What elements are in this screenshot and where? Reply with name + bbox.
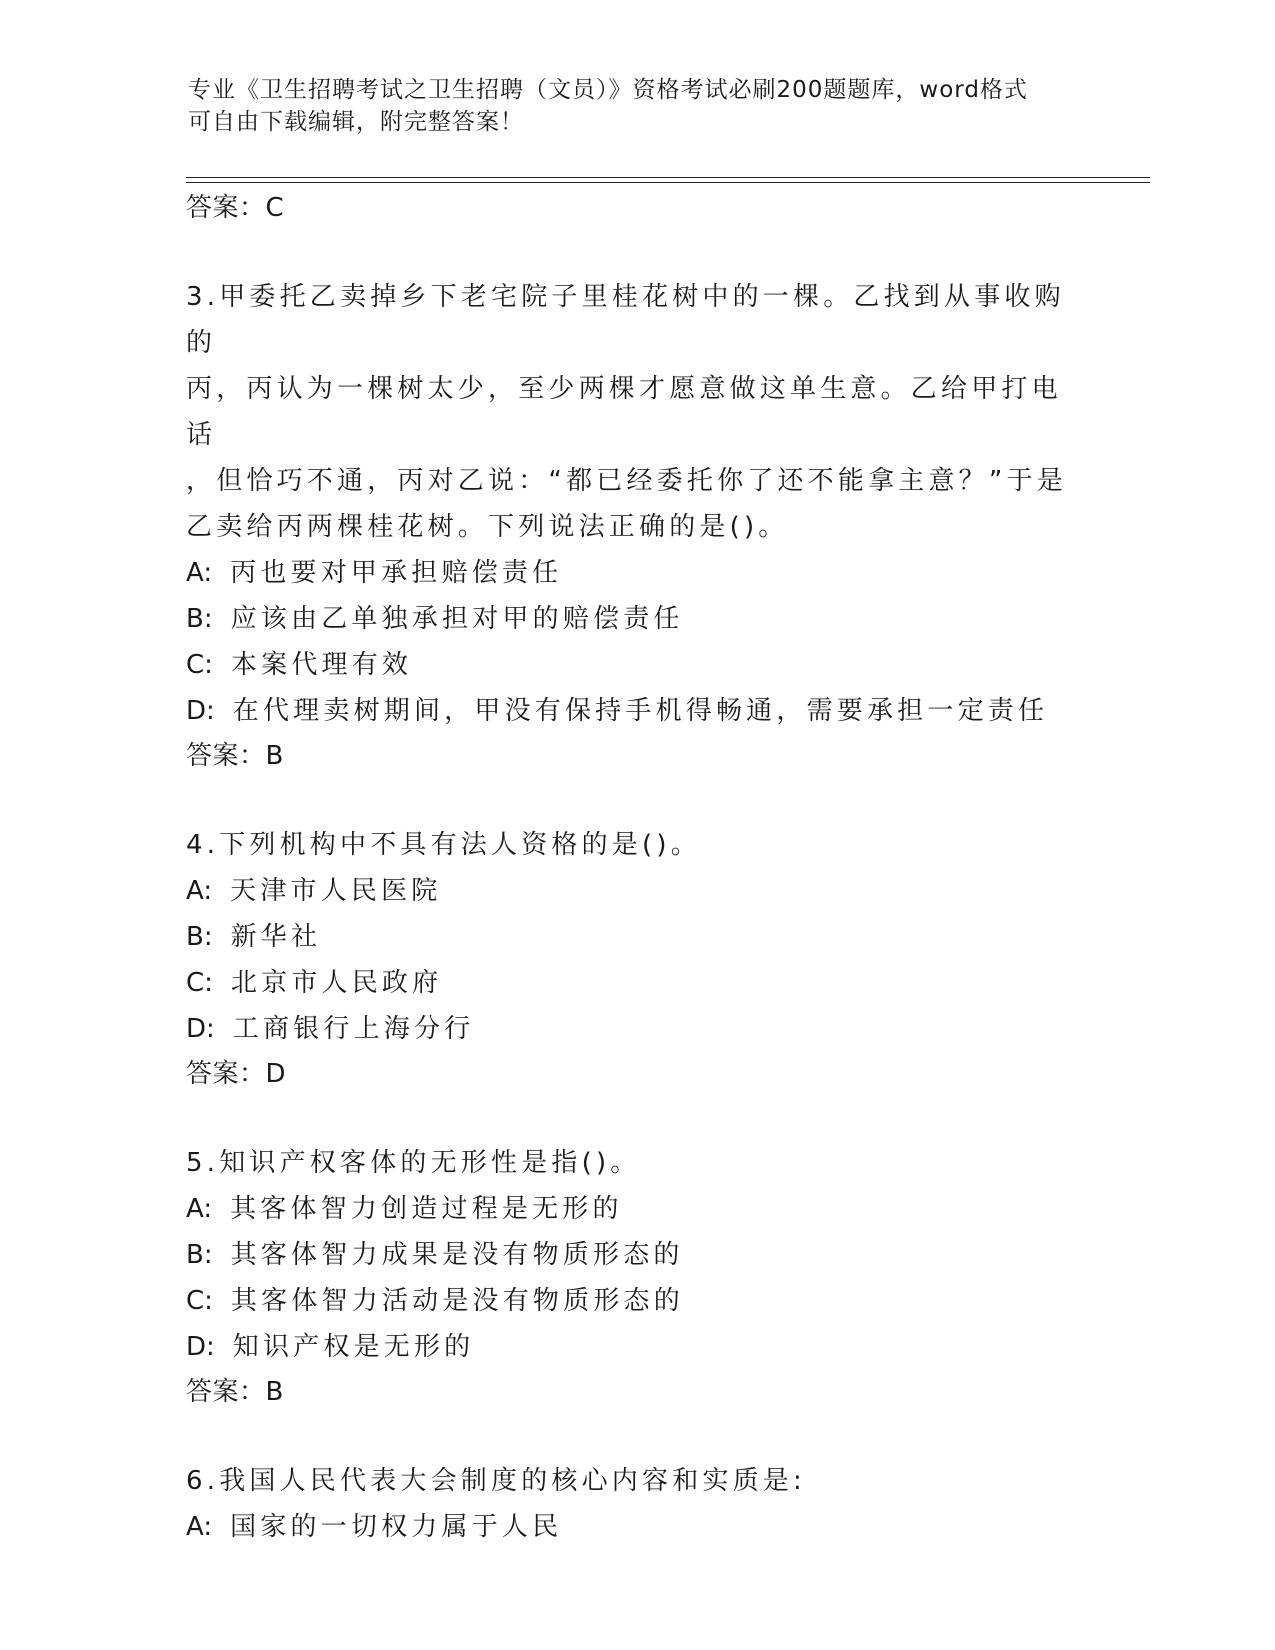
option-d xyxy=(186,688,1076,734)
option-text: 知识产权是无形的 xyxy=(232,1332,475,1362)
option-text: 北京市人民政府 xyxy=(230,968,443,998)
option-b xyxy=(186,914,1076,960)
option-letter: C: xyxy=(186,1286,213,1316)
option-letter: C: xyxy=(186,650,213,680)
option-letter: C: xyxy=(186,968,213,998)
answer-value: C xyxy=(265,193,285,223)
option-text: 天津市人民医院 xyxy=(230,876,442,906)
header-line-2: 可自由下载编辑，附完整答案！ xyxy=(188,109,524,135)
question-block xyxy=(186,274,1076,778)
answer-value: B xyxy=(265,1377,284,1407)
question-block xyxy=(186,1140,1076,1414)
option-letter: D: xyxy=(186,696,215,726)
question-line: 6.我国人民代表大会制度的核心内容和实质是: xyxy=(186,1466,806,1496)
answer-prefix: 答案： xyxy=(186,741,266,771)
option-c xyxy=(186,642,1076,688)
question-line: 4.下列机构中不具有法人资格的是()。 xyxy=(186,830,701,860)
option-a xyxy=(186,550,1076,596)
header-divider-top xyxy=(186,177,1150,178)
answer-prefix: 答案： xyxy=(186,193,266,223)
option-text: 丙也要对甲承担赔偿责任 xyxy=(230,558,563,588)
answer-line xyxy=(186,1052,1076,1096)
spacer xyxy=(186,778,1076,822)
option-text: 其客体智力成果是没有物质形态的 xyxy=(230,1240,684,1270)
option-text: 国家的一切权力属于人民 xyxy=(230,1512,563,1542)
option-b xyxy=(186,1232,1076,1278)
question-text xyxy=(186,822,1076,868)
option-letter: B: xyxy=(186,922,213,952)
answer-line xyxy=(186,734,1076,778)
question-line: 乙卖给丙两棵桂花树。下列说法正确的是()。 xyxy=(186,512,789,542)
spacer xyxy=(186,1096,1076,1140)
option-letter: B: xyxy=(186,604,213,634)
spacer xyxy=(186,1414,1076,1458)
option-letter: A: xyxy=(186,876,213,906)
option-text: 在代理卖树期间，甲没有保持手机得畅通，需要承担一定责任 xyxy=(232,696,1049,726)
option-letter: D: xyxy=(186,1332,215,1362)
spacer xyxy=(186,230,1076,274)
answer-line xyxy=(186,1370,1076,1414)
question-line: 5.知识产权客体的无形性是指()。 xyxy=(186,1148,641,1178)
option-c xyxy=(186,1278,1076,1324)
question-line: 3.甲委托乙卖掉乡下老宅院子里桂花树中的一棵。乙找到从事收购的 xyxy=(186,282,1065,358)
option-letter: A: xyxy=(186,558,213,588)
question-list xyxy=(186,186,1076,1550)
option-a xyxy=(186,868,1076,914)
option-a xyxy=(186,1186,1076,1232)
option-letter: D: xyxy=(186,1014,215,1044)
answer-prefix: 答案： xyxy=(186,1377,266,1407)
option-text: 其客体智力活动是没有物质形态的 xyxy=(230,1286,684,1316)
option-c xyxy=(186,960,1076,1006)
answer-value: B xyxy=(265,741,284,771)
header-divider-bottom xyxy=(186,182,1150,183)
option-text: 应该由乙单独承担对甲的赔偿责任 xyxy=(230,604,684,634)
question-text xyxy=(186,1140,1076,1186)
option-text: 新华社 xyxy=(230,922,322,952)
answer-prefix: 答案： xyxy=(186,1059,266,1089)
option-letter: A: xyxy=(186,1512,213,1542)
document-header xyxy=(188,74,1068,138)
option-letter: A: xyxy=(186,1194,213,1224)
option-text: 工商银行上海分行 xyxy=(232,1014,475,1044)
answer-line xyxy=(186,186,1076,230)
question-line: 丙，丙认为一棵树太少，至少两棵才愿意做这单生意。乙给甲打电话 xyxy=(186,374,1062,450)
option-d xyxy=(186,1006,1076,1052)
option-a xyxy=(186,1504,1076,1550)
header-line-1: 专业《卫生招聘考试之卫生招聘（文员）》资格考试必刷200题题库，word格式 xyxy=(188,77,1028,103)
question-block xyxy=(186,822,1076,1096)
option-text: 其客体智力创造过程是无形的 xyxy=(230,1194,623,1224)
option-b xyxy=(186,596,1076,642)
option-text: 本案代理有效 xyxy=(230,650,413,680)
question-text xyxy=(186,274,1076,550)
option-letter: B: xyxy=(186,1240,213,1270)
option-d xyxy=(186,1324,1076,1370)
question-line: ，但恰巧不通，丙对乙说：“都已经委托你了还不能拿主意？”于是 xyxy=(186,466,1067,496)
question-text xyxy=(186,1458,1076,1504)
question-block xyxy=(186,1458,1076,1550)
answer-value: D xyxy=(265,1059,287,1089)
